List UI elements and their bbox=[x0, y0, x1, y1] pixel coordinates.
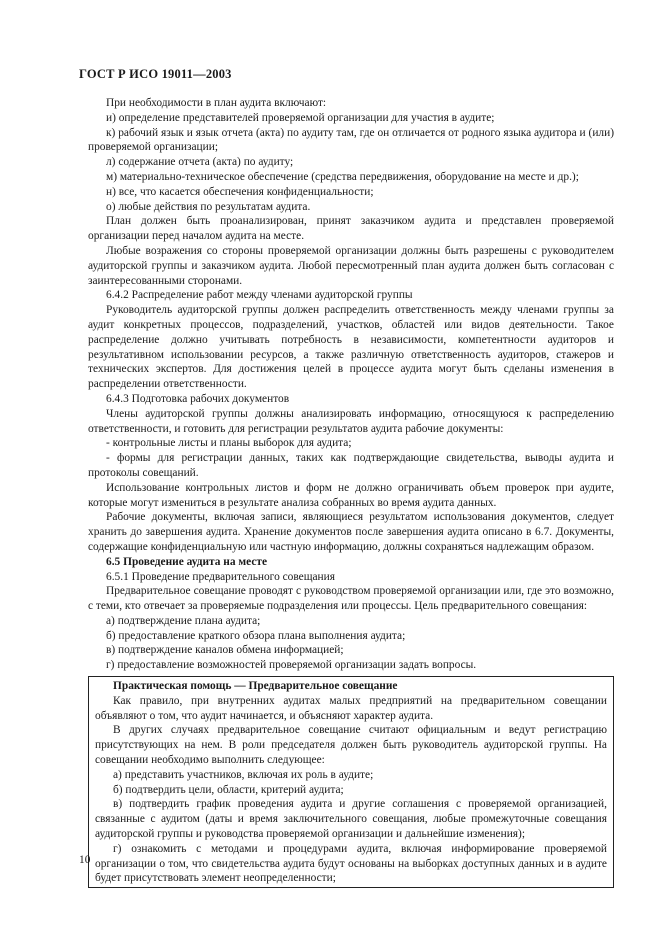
paragraph: г) ознакомить с методами и процедурами аудита, включая информирование проверяемой организации о том, что свидетельства аудита будут основаны на выборках доступных данных и в аудите будет присутствовать элемент неопределенности; bbox=[95, 842, 607, 885]
paragraph: н) все, что касается обеспечения конфиденциальности; bbox=[106, 185, 374, 198]
paragraph: Члены аудиторской группы должны анализировать информацию, относящуюся к распределению ответственности, и готовить для регистрации результатов аудита рабочие документы: bbox=[88, 407, 614, 435]
paragraph: к) рабочий язык и язык отчета (акта) по аудиту там, где он отличается от родного языка аудитора и (или) проверяемой организации; bbox=[88, 126, 614, 154]
paragraph: 6.5 Проведение аудита на месте bbox=[106, 555, 268, 568]
paragraph: м) материально-техническое обеспечение (средства передвижения, оборудование на месте и др.); bbox=[106, 170, 579, 183]
paragraph: в) подтверждение каналов обмена информацией; bbox=[106, 644, 344, 657]
paragraph: Предварительное совещание проводят с руководством проверяемой организации или, где это возможно, с теми, кто отвечает за проверяемые подразделения или процессы. Цель предварительного совещания: bbox=[88, 585, 614, 613]
paragraph: 6.5.1 Проведение предварительного совещания bbox=[106, 570, 335, 583]
paragraph: г) предоставление возможностей проверяемой организации задать вопросы. bbox=[106, 659, 477, 672]
paragraph: б) предоставление краткого обзора плана выполнения аудита; bbox=[106, 629, 406, 642]
paragraph: В других случаях предварительное совещание считают официальным и ведут регистрацию присутствующих на нем. В роли председателя должен быть руководитель аудиторской группы. На совещании необходимо выполнить следующее: bbox=[95, 724, 607, 767]
practical-help-box bbox=[88, 676, 614, 888]
paragraph: - контрольные листы и планы выборок для аудита; bbox=[106, 437, 352, 450]
paragraph: План должен быть проанализирован, принят заказчиком аудита и представлен проверяемой организации перед началом аудита на месте. bbox=[88, 215, 614, 243]
paragraph: 6.4.2 Распределение работ между членами аудиторской группы bbox=[106, 289, 413, 302]
paragraph: При необходимости в план аудита включают: bbox=[106, 97, 327, 109]
paragraph: 6.4.3 Подготовка рабочих документов bbox=[106, 392, 290, 405]
paragraph: л) содержание отчета (акта) по аудиту; bbox=[106, 156, 294, 169]
paragraph: и) определение представителей проверяемой организации для участия в аудите; bbox=[106, 111, 495, 124]
box-title: Практическая помощь — Предварительное совещание bbox=[113, 680, 398, 693]
paragraph: о) любые действия по результатам аудита. bbox=[106, 200, 311, 213]
paragraph: б) подтвердить цели, области, критерий аудита; bbox=[113, 783, 344, 796]
page-header: ГОСТ Р ИСО 19011—2003 bbox=[79, 67, 232, 81]
box-paragraph-list bbox=[95, 694, 607, 886]
paragraph: - формы для регистрации данных, таких как подтверждающие свидетельства, выводы аудита и протоколы совещаний. bbox=[88, 452, 614, 479]
paragraph: а) представить участников, включая их роль в аудите; bbox=[113, 768, 374, 781]
paragraph: Как правило, при внутренних аудитах малых предприятий на предварительном совещании объявляют о том, что аудит начинается, и объясняют характер аудита. bbox=[95, 694, 607, 722]
page-number: 10 bbox=[79, 854, 91, 866]
paragraph: Руководитель аудиторской группы должен распределить ответственность между членами группы за аудит конкретных процессов, подразделений, участков, областей или видов деятельности. Такое распределение должно учитывать потребность в независимости, компетентности аудиторов и результативном использовании ресурсов, а также различную ответственность аудиторов, стажеров и технических экспертов. Для достижения целей в процессе аудита могут быть сделаны изменения в распределении ответственности. bbox=[88, 304, 614, 391]
paragraph: Рабочие документы, включая записи, являющиеся результатом использования документов, следует хранить до завершения аудита. Хранение документов после завершения аудита описано в 6.7. Документы, содержащие конфиденциальную или частную информацию, должны сохраняться надлежащим образом. bbox=[88, 511, 614, 553]
paragraph: а) подтверждение плана аудита; bbox=[106, 614, 261, 627]
paragraph: в) подтвердить график проведения аудита и другие соглашения с проверяемой организацией, связанные с аудитом (даты и время заключительного совещания, любые промежуточные совещания аудиторской группы и руководства проверяемой организации и дальнейшие изменения); bbox=[95, 798, 607, 841]
page-body bbox=[88, 96, 614, 888]
paragraph: Любые возражения со стороны проверяемой организации должны быть разрешены с руководителем аудиторской группы и заказчиком аудита. Любой пересмотренный план аудита должен быть согласован с заинтересованными сторонами. bbox=[88, 244, 614, 287]
paragraph: Использование контрольных листов и форм не должно ограничивать объем проверок при аудите, которые могут измениться в результате анализа собранных во время аудита данных. bbox=[88, 481, 614, 509]
paragraph-list bbox=[88, 96, 614, 673]
